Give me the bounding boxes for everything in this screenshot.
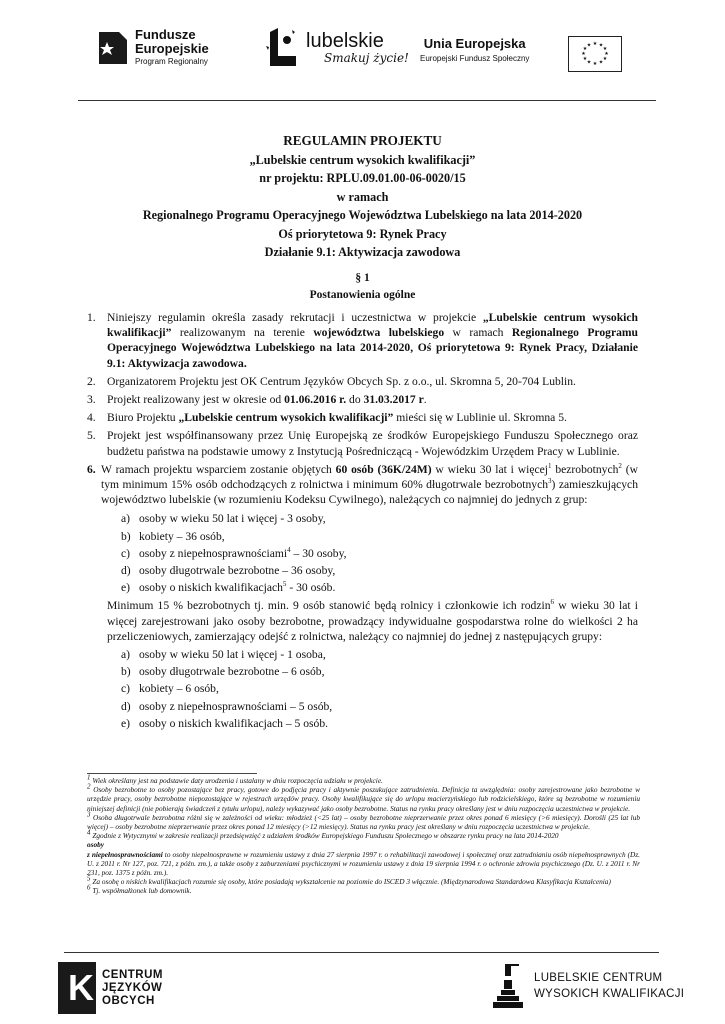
svg-text:★: ★ <box>592 41 598 47</box>
svg-text:★: ★ <box>582 56 588 62</box>
footnote-1 <box>87 773 640 785</box>
footnote-number: 1 <box>87 773 91 782</box>
text: w wieku 30 lat i więcej <box>431 462 548 476</box>
footnote-ref: 3 <box>548 477 552 486</box>
project-name: „Lubelskie centrum wysokich kwalifikacji” <box>249 152 476 167</box>
footnote-number: 5 <box>87 874 91 883</box>
text: W ramach projektu wsparciem zostanie objętych <box>101 462 336 476</box>
svg-text:★: ★ <box>602 56 608 62</box>
list-letter: d) <box>121 699 131 713</box>
text: ) zamieszkujących województwo lubelskie (w rozumieniu Kodeksu Cywilnego), należących co najmniej do jednych z grup: <box>101 478 638 507</box>
text-bold: 60 osób (36K/24M) <box>335 462 432 476</box>
footnote-ref: 6 <box>550 598 555 607</box>
text: realizowanym na terenie <box>171 326 314 340</box>
cjo-line3: OBCYCH <box>102 994 155 1007</box>
paragraph-1 <box>87 310 638 371</box>
ok-logo-mark-icon <box>58 962 96 1014</box>
fe-subtitle: Program Regionalny <box>135 57 208 66</box>
list-text: osoby o niskich kwalifikacjach – 5 osób. <box>139 716 329 730</box>
paragraph-number: 4. <box>87 411 96 425</box>
section-header <box>0 270 725 304</box>
footnote-number: 3 <box>87 810 91 819</box>
svg-text:★: ★ <box>604 51 609 57</box>
footnote-ref: 5 <box>282 580 287 589</box>
cjo-line1: CENTRUM <box>102 968 163 981</box>
footnote-bold: osoby <box>87 840 105 850</box>
footnote-2 <box>87 782 640 813</box>
list-item <box>121 681 638 696</box>
list-text: kobiety – 6 osób, <box>139 682 219 696</box>
paragraph-number: 3. <box>87 393 96 407</box>
footnote-number: 2 <box>87 782 91 791</box>
lubelskie-centrum-logo <box>491 962 684 1010</box>
lubelskie-mark-icon <box>262 26 302 70</box>
svg-text:★: ★ <box>586 59 592 66</box>
list-letter: a) <box>121 648 131 662</box>
cjo-line2: JĘZYKÓW <box>102 981 163 994</box>
eu-flag-icon <box>568 36 622 72</box>
lubelskie-slogan: Smakuj życie! <box>324 51 409 65</box>
document-body <box>87 310 638 734</box>
paragraph-number: 2. <box>87 374 96 388</box>
list-letter: d) <box>121 564 131 578</box>
lubelskie-logo <box>262 26 409 70</box>
paragraph-5 <box>87 428 638 458</box>
list-text: osoby długotrwale bezrobotne – 6 osób, <box>139 665 325 679</box>
list-item <box>121 647 638 662</box>
footnote-text: Osoba długotrwale bezrobotna różni się w zależności od wieku: młodzież (<25 lat) – osoby bezrobotne nieprzerwanie przez okres ponad 6 miesięcy (>6 miesięcy). Dorośli (25 lat lub więcej) – osoby bezrobotne nieprzerwanie przez okres ponad 12 miesięcy (>12 miesięcy). Status na rynku pracy jest określany w dniu rozpoczęcia uczestnictwa w projekcie. <box>87 812 640 832</box>
program-name: Regionalnego Programu Operacyjnego Województwa Lubelskiego na lata 2014-2020 <box>142 208 583 222</box>
text-bold: 31.03.2017 r <box>363 393 424 407</box>
paragraph-4 <box>87 410 638 425</box>
svg-text:★: ★ <box>592 61 598 67</box>
svg-text:★: ★ <box>581 51 586 57</box>
list-text: osoby o niskich kwalifikacjach <box>139 581 283 595</box>
paragraph-number: 5. <box>87 429 96 443</box>
project-number: nr projektu: RPLU.09.01.00-06-0020/15 <box>259 171 466 185</box>
priority-axis: Oś priorytetowa 9: Rynek Pracy <box>278 226 447 241</box>
list-text: osoby w wieku 50 lat i więcej - 3 osoby, <box>139 512 326 526</box>
lubelskie-wordmark: lubelskie <box>306 30 384 52</box>
unia-europejska-label <box>420 36 529 63</box>
fundusze-europejskie-logo <box>97 28 209 67</box>
paragraph-number: 1. <box>87 311 96 324</box>
footnote-text: Wiek określany jest na podstawie daty urodzenia i ustalany w dniu rozpoczęcia udziału w projekcie. <box>90 776 383 785</box>
list-letter: c) <box>121 546 131 560</box>
footnote-6 <box>87 886 640 895</box>
list-item <box>121 511 638 526</box>
fe-title-line2: Europejskie <box>135 41 209 56</box>
ok-centrum-jezykow-obcych-logo <box>58 962 163 1014</box>
section-number: § 1 <box>355 272 370 284</box>
farmers-paragraph <box>87 598 638 644</box>
footnote-text: Osoby bezrobotne to osoby pozostające bez pracy, gotowe do podjęcia pracy i aktywnie poszukujące zatrudnienia. Definicja ta uwzględnia: osoby zarejestrowane jako bezrobotne w urzędzie pracy, osoby bezrobotne niepozostające w rejestrach urzędów pracy. Osoby kwalifikujące się do urlopu macierzyńskiego lub rodzicielskiego, które są bezrobotne w rozumieniu niniejszej definicji (nie pobierają świadczeń z tytułu urlopu), należy wykazywać jako osoby bezrobotne. Status na rynku pracy określany jest w dniu rozpoczęcia uczestnictwa w projekcie. <box>87 785 640 813</box>
text-bold: Regionalnego Programu Operacyjnego Województwa Lubelskiego na lata 2014-2020, Oś priorytetowa 9: Rynek Pracy, Działanie 9.1: Aktywizacja zawodowa. <box>107 326 639 370</box>
section-heading: Postanowienia ogólne <box>309 289 416 301</box>
fe-title-line1: Fundusze <box>135 27 196 42</box>
text: w ramach <box>444 326 512 340</box>
list-item <box>121 699 638 714</box>
ue-subtitle: Europejski Fundusz Społeczny <box>420 54 530 63</box>
title-w-ramach: w ramach <box>336 189 389 204</box>
svg-text:★: ★ <box>598 59 604 66</box>
list-text: - 30 osób. <box>286 581 336 595</box>
text: (w tym minimum 15% osób odchodzących z rolnictwa i minimum 60% długotrwale bezrobotnych <box>101 462 638 492</box>
text: . <box>423 393 427 407</box>
footnote-bold: z niepełnosprawnościami <box>87 849 163 859</box>
list-item <box>121 563 638 578</box>
list-letter: e) <box>121 716 131 730</box>
list-item <box>121 529 638 544</box>
stairs-icon <box>491 962 525 1010</box>
footnotes <box>87 773 640 896</box>
list-letter: b) <box>121 665 131 679</box>
footnote-number: 4 <box>87 828 91 837</box>
footnote-number: 6 <box>87 884 91 893</box>
lck-line1: LUBELSKIE CENTRUM <box>534 972 663 984</box>
ok-logo-letter: K <box>68 967 94 1008</box>
text-bold: „Lubelskie centrum wysokich kwalifikacji” <box>178 411 394 425</box>
text: Projekt jest współfinansowany przez Unię Europejską ze środków Europejskiego Funduszu Społecznego oraz budżetu państwa na podstawie umowy z Instytucją Pośredniczącą - Wojewódzkim Urzędem Pracy w Lublinie. <box>107 429 638 458</box>
svg-text:★: ★ <box>586 42 592 49</box>
svg-text:★: ★ <box>582 46 588 52</box>
list-letter: b) <box>121 529 131 543</box>
list-text: kobiety – 36 osób, <box>139 529 225 543</box>
paragraph-6 <box>87 462 638 508</box>
text: do <box>346 393 364 407</box>
farmers-groups-list <box>87 647 638 731</box>
document-title-block <box>0 132 725 262</box>
list-letter: a) <box>121 512 131 526</box>
footnote-text: Za osobę o niskich kwalifikacjach rozumie się osoby, które posiadają wykształcenie na poziomie do ISCED 3 włącznie. (Międzynarodowa Standardowa Klasyfikacja Kształcenia) <box>90 877 611 887</box>
ue-title: Unia Europejska <box>423 36 526 51</box>
text: mieści się w Lublinie ul. Skromna 5. <box>393 411 567 425</box>
target-groups-list <box>87 511 638 595</box>
action-name: Działanie 9.1: Aktywizacja zawodowa <box>264 245 461 259</box>
text: Minimum 15 % bezrobotnych tj. min. 9 osób stanowić będą rolnicy i członkowie ich rodzin <box>107 599 551 613</box>
list-text: osoby w wieku 50 lat i więcej - 1 osoba, <box>139 648 326 662</box>
footnote-ref: 4 <box>287 545 291 554</box>
document-title: REGULAMIN PROJEKTU <box>283 133 442 148</box>
text: bezrobotnych <box>551 462 619 476</box>
list-text: osoby z niepełnosprawnościami – 5 osób, <box>139 699 333 713</box>
text: Biuro Projektu <box>107 411 179 425</box>
list-item <box>121 546 638 561</box>
text: Niniejszy regulamin określa zasady rekrutacji i uczestnictwa w projekcie <box>107 311 483 324</box>
text-bold: województwa lubelskiego <box>313 326 445 340</box>
header-divider <box>78 100 656 101</box>
list-letter: e) <box>121 581 131 595</box>
svg-text:★: ★ <box>602 46 608 52</box>
footnote-3 <box>87 810 640 832</box>
svg-text:★: ★ <box>598 42 604 49</box>
text: w wieku 30 lat i więcej zarejestrowani jako osoby bezrobotne, prowadzący indywidualne gospodarstwa rolne do wielkości 2 ha przeliczeniowych, zamierzający odejść z rolnictwa, należący co najmniej do jednej z następujących grupy: <box>107 599 638 643</box>
text: Projekt realizowany jest w okresie od <box>107 393 285 407</box>
paragraph-3 <box>87 392 638 407</box>
footnote-ref: 1 <box>547 461 552 470</box>
list-text: osoby długotrwale bezrobotne – 36 osoby, <box>139 564 336 578</box>
footnote-ref: 2 <box>618 461 622 470</box>
footnote-text: Tj. współmałżonek lub domownik. <box>90 886 192 896</box>
list-item <box>121 716 638 731</box>
footnote-4 <box>87 828 640 878</box>
text-bold: „Lubelskie centrum wysokich kwalifikacji” <box>107 311 638 340</box>
text: Organizatorem Projektu jest OK Centrum Języków Obcych Sp. z o.o., ul. Skromna 5, 20-704 Lublin. <box>107 374 576 388</box>
text-bold: 01.06.2016 r. <box>284 393 347 407</box>
footnote-text: to osoby niepełnosprawne w rozumieniu ustawy z dnia 27 sierpnia 1997 r. o rehabilitacji zawodowej i społecznej oraz zatrudnianiu osób niepełnosprawnych (Dz. U. z 2011 r. Nr 127, poz. 721, z późn. zm.), a także osoby z zaburzeniami psychicznymi w rozumieniu ustawy z dnia 19 sierpnia 1994 r. o ochronie zdrowia psychicznego (Dz. U. z 2011 r. Nr 231, poz. 1375 z późn. zm.). <box>87 849 640 878</box>
list-item <box>121 580 638 595</box>
paragraph-number: 6. <box>87 462 96 476</box>
fundusze-europejskie-star-icon <box>97 30 127 66</box>
list-item <box>121 664 638 679</box>
paragraph-2 <box>87 374 638 389</box>
footer-divider <box>64 952 659 953</box>
footnote-text: Zgodnie z Wytycznymi w zakresie realizacji przedsięwzięć z udziałem środków Europejskiego Funduszu Społecznego w obszarze rynku pracy na lata 2014-2020 <box>90 831 559 841</box>
list-text: – 30 osoby, <box>290 546 347 560</box>
list-text: osoby z niepełnosprawnościami <box>139 546 288 560</box>
list-letter: c) <box>121 682 131 696</box>
header-logo-bar <box>0 0 725 100</box>
footnote-divider <box>87 773 257 774</box>
lck-line2: WYSOKICH KWALIFIKACJI <box>534 988 685 1000</box>
